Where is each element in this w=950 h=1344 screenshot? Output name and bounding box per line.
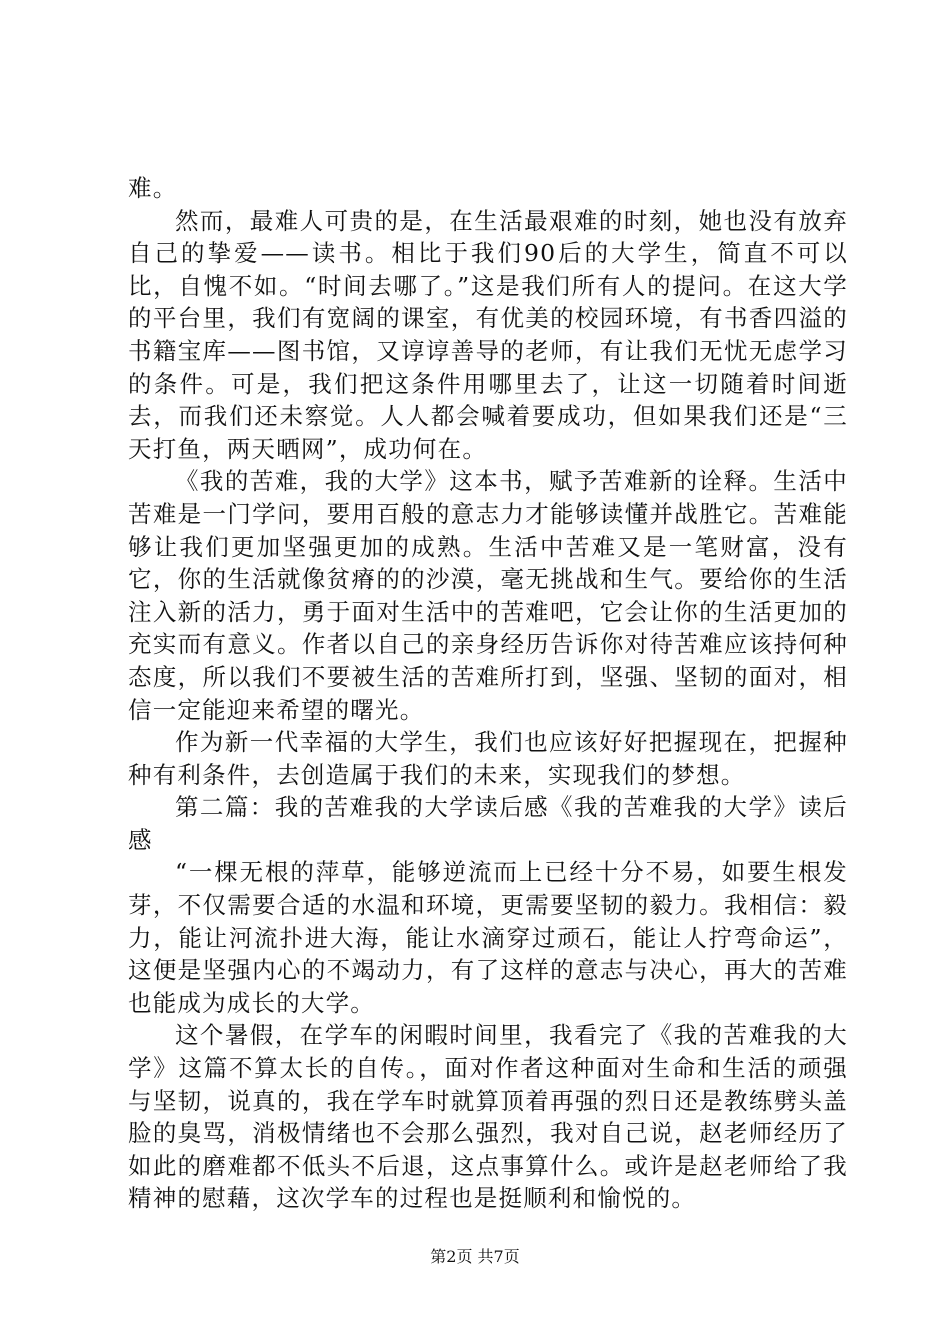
body-text [128, 172, 848, 1215]
paragraph: 作为新一代幸福的大学生，我们也应该好好把握现在，把握种种有利条件，去创造属于我们的未来，实现我们的梦想。 [128, 728, 848, 789]
paragraph: “一棵无根的萍草，能够逆流而上已经十分不易，如要生根发芽，不仅需要合适的水温和环境，更需要坚韧的毅力。我相信：毅力，能让河流扑进大海，能让水滴穿过顽石，能让人拧弯命运”，这便是坚强内心的不竭动力，有了这样的意志与决心，再大的苦难也能成为成长的大学。 [128, 858, 848, 1017]
page-number-footer: 第2页 共7页 [430, 1247, 520, 1266]
paragraph: 这个暑假，在学车的闲暇时间里，我看完了《我的苦难我的大学》这篇不算太长的自传。，面对作者这种面对生命和生活的顽强与坚韧，说真的，我在学车时就算顶着再强的烈日还是教练劈头盖脸的臭骂，消极情绪也不会那么强烈，我对自己说，赵老师经历了如此的磨难都不低头不后退，这点事算什么。或许是赵老师给了我精神的慰藉，这次学车的过程也是挺顺利和愉悦的。 [128, 1021, 848, 1213]
paragraph: 然而，最难人可贵的是，在生活最艰难的时刻，她也没有放弃自己的挚爱——读书。相比于我们90后的大学生，简直不可以比，自愧不如。“时间去哪了。”这是我们所有人的提问。在这大学的平台里，我们有宽阔的课室，有优美的校园环境，有书香四溢的书籍宝库——图书馆，又谆谆善导的老师，有让我们无忧无虑学习的条件。可是，我们把这条件用哪里去了，让这一切随着时间逝去，而我们还未察觉。人人都会喊着要成功，但如果我们还是“三天打鱼，两天晒网”，成功何在。 [128, 206, 848, 463]
section-heading: 第二篇：我的苦难我的大学读后感《我的苦难我的大学》读后感 [128, 793, 848, 854]
paragraph: 《我的苦难，我的大学》这本书，赋予苦难新的诠释。生活中苦难是一门学问，要用百般的意志力才能够读懂并战胜它。苦难能够让我们更加坚强更加的成熟。生活中苦难又是一笔财富，没有它，你的生活就像贫瘠的的沙漠，毫无挑战和生气。要给你的生活注入新的活力，勇于面对生活中的苦难吧，它会让你的生活更加的充实而有意义。作者以自己的亲身经历告诉你对待苦难应该持何种态度，所以我们不要被生活的苦难所打到，坚强、坚韧的面对，相信一定能迎来希望的曙光。 [128, 467, 848, 724]
paragraph-continuation: 难。 [128, 174, 178, 202]
